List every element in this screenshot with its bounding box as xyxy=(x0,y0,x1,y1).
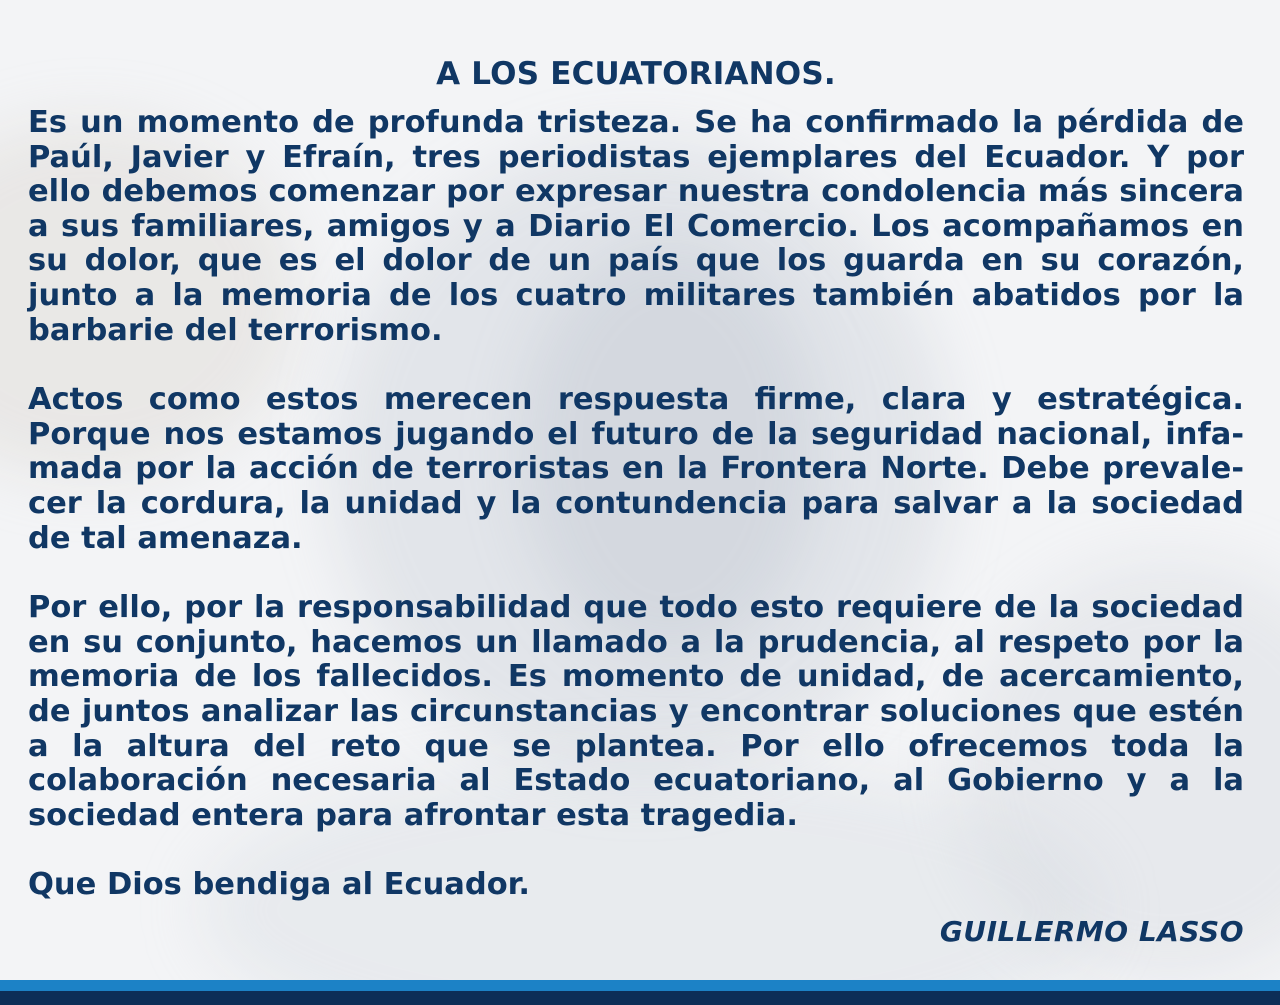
paragraph-call-to-unity: Por ello, por la responsabilidad que todo esto requiere de la sociedad en su conjunto, hacemos un llamado a la prudencia, al respeto por la memoria de los fallecidos. Es momento de unidad, de acercamiento, de juntos analizar las circunstancias y encontrar soluciones que estén a la altura del reto que se plantea. Por ello ofrecemos toda la colaboración necesaria al Estado ecuatoriano, al Gobierno y a la sociedad entera para afrontar esta tragedia. xyxy=(28,590,1244,833)
paragraph-response: Actos como estos merecen respuesta firme, clara y estratégica. Porque nos estamos jugando el futuro de la seguridad nacional, infamada por la acción de terroristas en la Frontera Norte. Debe prevalecer la cordura, la unidad y la contundencia para salvar a la sociedad de tal amenaza. xyxy=(28,382,1244,556)
signature: GUILLERMO LASSO xyxy=(939,915,1244,948)
footer-bar-light xyxy=(0,980,1280,991)
footer-bar-dark xyxy=(0,991,1280,1005)
statement-body xyxy=(28,52,1244,903)
closing-line: Que Dios bendiga al Ecuador. xyxy=(28,867,530,903)
paragraph-condolences: Es un momento de profunda tristeza. Se ha confirmado la pérdida de Paúl, Javier y Efraín, tres periodistas ejemplares del Ecuador. Y por ello debemos comenzar por expresar nuestra condolencia más sincera a sus familiares, amigos y a Diario El Comercio. Los acompañamos en su dolor, que es el dolor de un país que los guarda en su corazón, junto a la memoria de los cuatro militares también abatidos por la barbarie del terrorismo. xyxy=(28,105,1244,348)
statement-title: A LOS ECUATORIANOS. xyxy=(436,56,836,92)
